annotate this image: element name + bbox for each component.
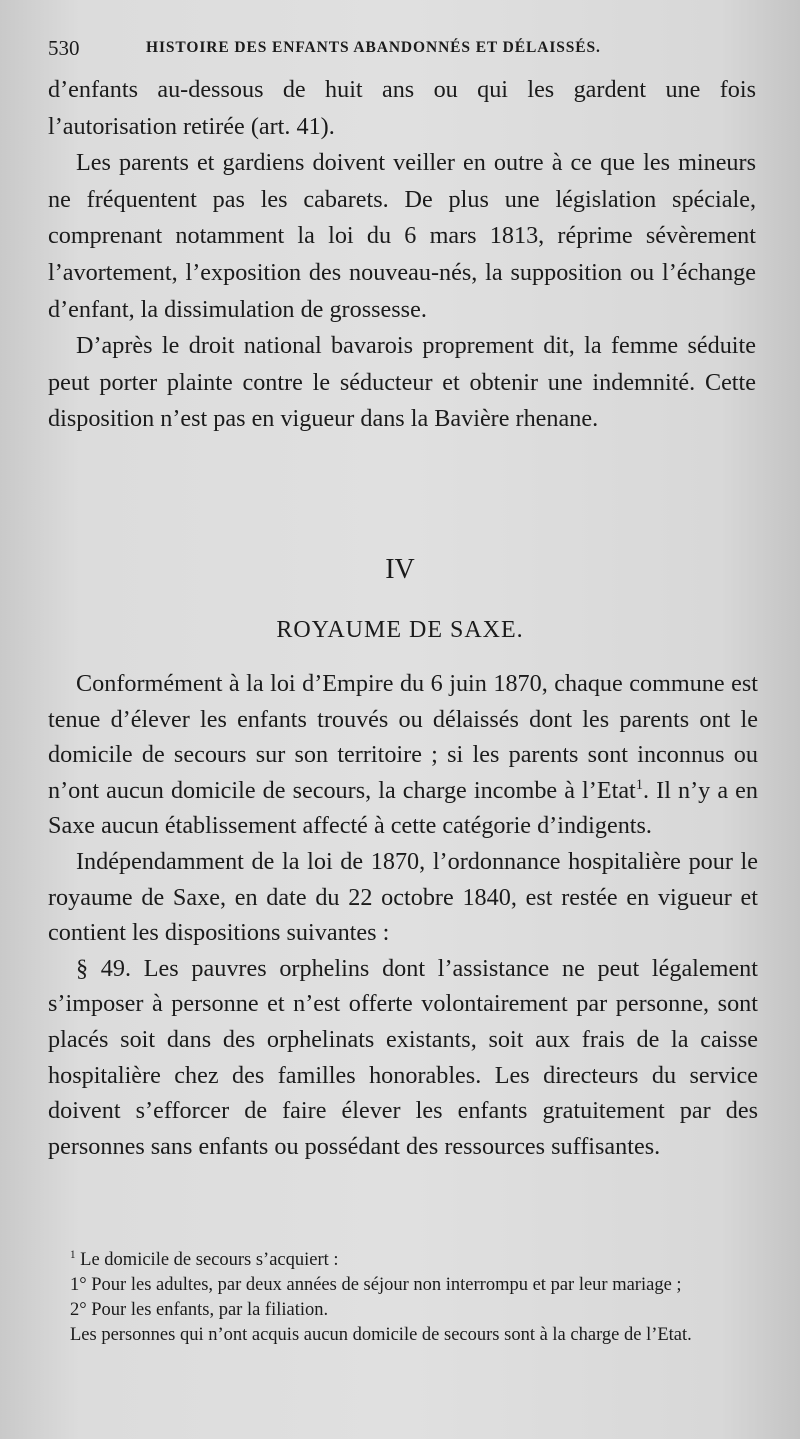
paragraph	[48, 666, 758, 844]
footnote: 2° Pour les enfants, par la filiation.	[70, 1300, 329, 1320]
footnote-text: Le domicile de secours s’acquiert :	[75, 1250, 339, 1270]
footnote: 1° Pour les adultes, par deux années de séjour non interrompu et par leur mariage ;	[70, 1275, 682, 1295]
footnote-marker: 1	[70, 1248, 76, 1261]
footnote: Les personnes qui n’ont acquis aucun domicile de secours sont à la charge de l’Etat.	[70, 1325, 692, 1345]
page-header	[48, 36, 754, 66]
running-title: HISTOIRE DES ENFANTS ABANDONNÉS ET DÉLAISSÉS.	[146, 39, 601, 56]
paragraph: § 49. Les pauvres orphelins dont l’assistance ne peut légalement s’imposer à personne et n’est offerte volontairement par personne, sont placés soit dans des orphelinats existants, soit aux frais de la caisse hospitalière chez des familles honorables. Les directeurs du service doivent s’efforcer de faire élever les enfants gratuitement par des personnes sans enfants ou possédant des ressources suffisantes.	[48, 954, 758, 1160]
paragraph: d’enfants au-dessous de huit ans ou qui les gardent une fois l’autorisation retirée (art. 41).	[48, 76, 756, 140]
body-text-bottom	[48, 666, 758, 1164]
footnote-ref: 1	[635, 776, 644, 793]
footnotes	[48, 1248, 756, 1348]
paragraph-text: Conformément à la loi d’Empire du 6 juin 1870, chaque commune est tenue d’élever les enfants trouvés ou délaissés dont les parents ont le domicile de secours sur son territoire ; si les parents sont inconnus ou n’ont aucun domicile de secours, la charge incombe à l’Etat	[48, 670, 758, 804]
paragraph: Les parents et gardiens doivent veiller en outre à ce que les mineurs ne fréquentent pas les cabarets. De plus une législation spéciale, comprenant notamment la loi du 6 mars 1813, réprime sévèrement l’avortement, l’exposition des nouveau-nés, la supposition ou l’échange d’enfant, la dissimulation de grossesse.	[48, 149, 756, 323]
footnote	[48, 1248, 756, 1273]
page-number: 530	[48, 36, 80, 60]
paragraph: Indépendamment de la loi de 1870, l’ordonnance hospitalière pour le royaume de Saxe, en date du 22 octobre 1840, est restée en vigueur et contient les dispositions suivantes :	[48, 847, 758, 947]
section-number: IV	[385, 554, 415, 585]
section-title: ROYAUME DE SAXE.	[276, 617, 524, 643]
body-text-top	[48, 72, 756, 438]
paragraph-text: . Il n’y a en Saxe aucun établissement affecté à cette catégorie d’indigents.	[48, 776, 758, 840]
paragraph: D’après le droit national bavarois proprement dit, la femme séduite peut porter plainte contre le séducteur et obtenir une indemnité. Cette disposition n’est pas en vigueur dans la Bavière rhenane.	[48, 332, 756, 433]
